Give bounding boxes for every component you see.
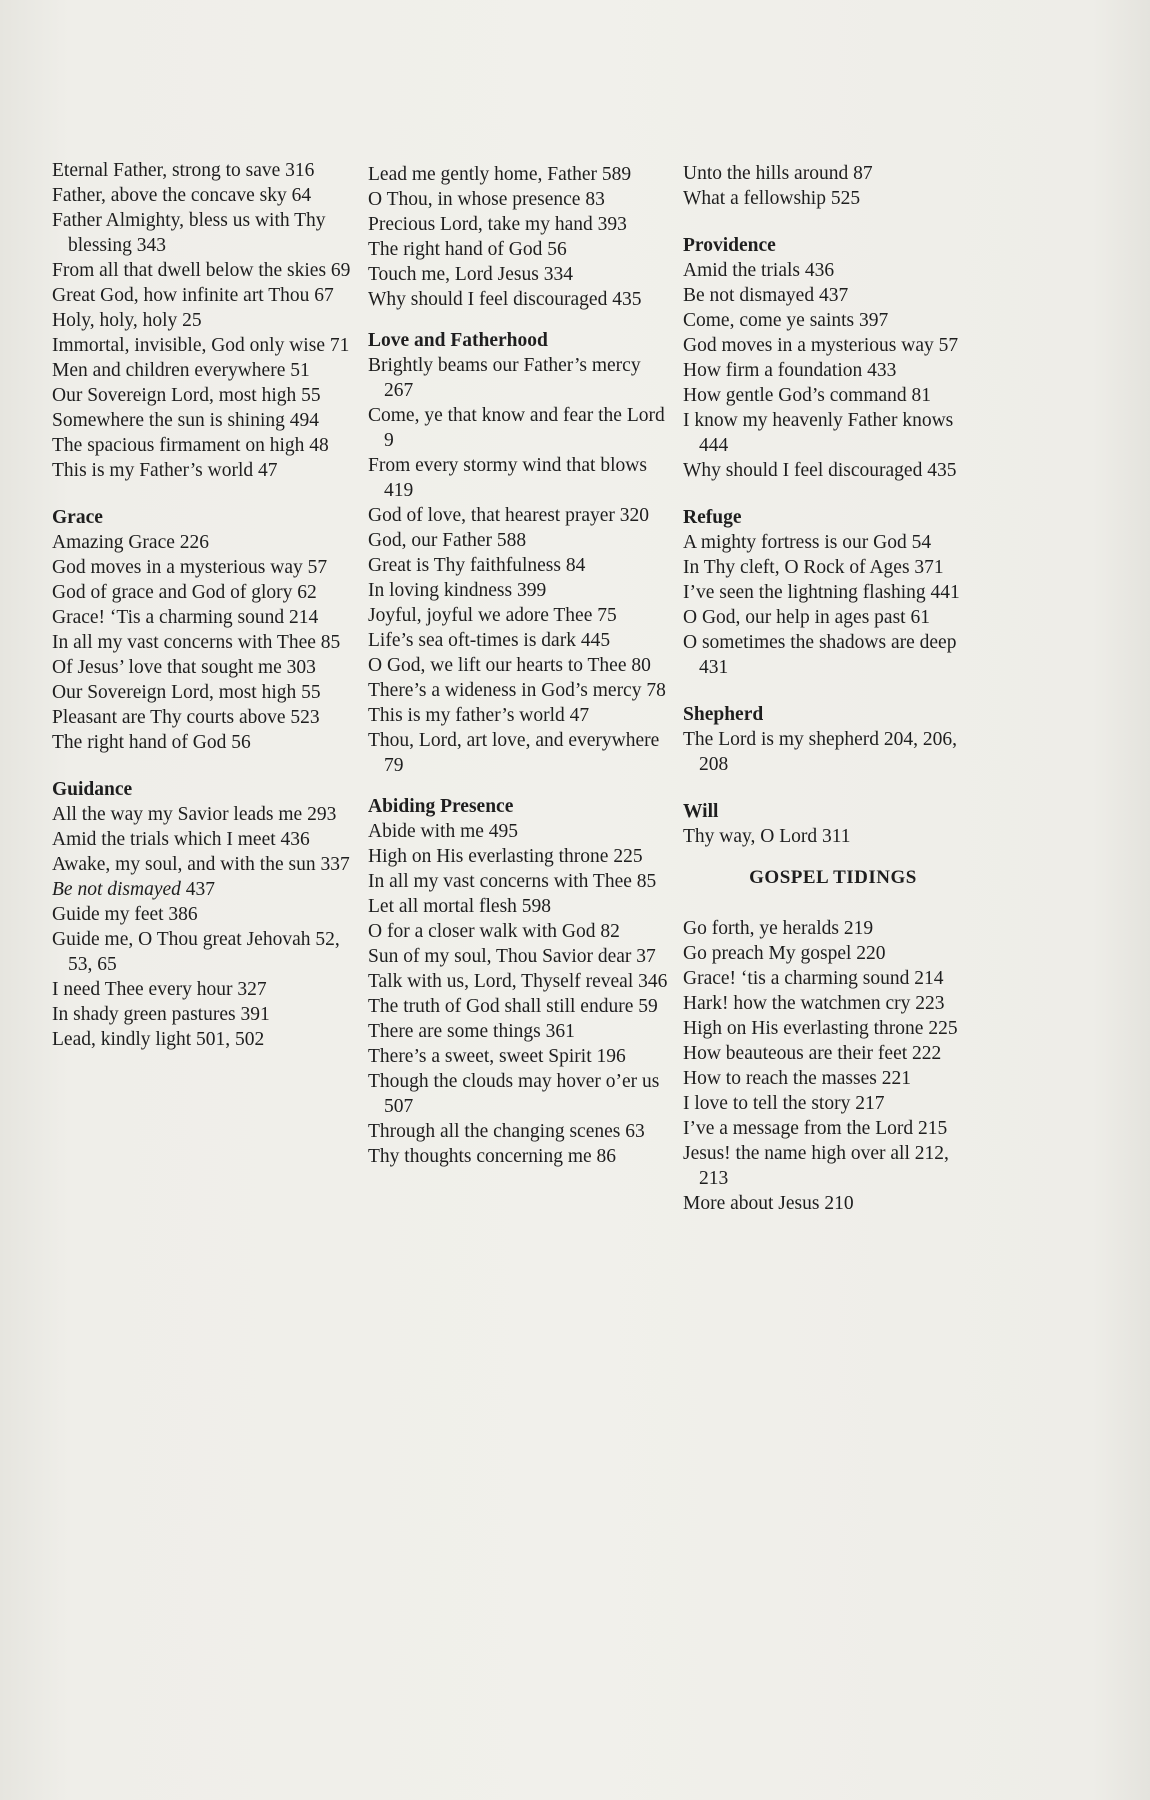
index-column-1: [52, 158, 352, 1052]
hymn-entry: Amid the trials which I meet 436: [52, 829, 310, 850]
section-title: GOSPEL TIDINGS: [749, 867, 917, 888]
hymn-entry: There are some things 361: [368, 1021, 575, 1042]
hymn-entry: O for a closer walk with God 82: [368, 921, 620, 942]
hymn-entry: God of grace and God of glory 62: [52, 582, 317, 603]
hymn-entry: This is my Father’s world 47: [52, 460, 278, 481]
hymn-entry: What a fellowship 525: [683, 188, 861, 209]
hymn-entry: Go preach My gospel 220: [683, 943, 886, 964]
hymn-entry: Grace! ‘Tis a charming sound 214: [52, 607, 319, 628]
hymn-entry: Somewhere the sun is shining 494: [52, 410, 320, 431]
hymn-entry: Father, above the concave sky 64: [52, 185, 312, 206]
category-heading: Grace: [52, 507, 103, 528]
hymn-entry: In shady green pastures 391: [52, 1004, 270, 1025]
hymn-entry: Unto the hills around 87: [683, 163, 873, 184]
hymn-entry: Touch me, Lord Jesus 334: [368, 264, 573, 285]
hymn-entry: I’ve seen the lightning flashing 441: [683, 582, 960, 603]
hymn-entry: In all my vast concerns with Thee 85: [52, 632, 341, 653]
hymn-entry: Of Jesus’ love that sought me 303: [52, 657, 316, 678]
hymn-entry: In all my vast concerns with Thee 85: [368, 871, 657, 892]
hymn-entry: Thy way, O Lord 311: [683, 826, 851, 847]
hymn-entry: There’s a wideness in God’s mercy 78: [368, 680, 666, 701]
hymn-entry: High on His everlasting throne 225: [683, 1018, 958, 1039]
hymn-entry: Lead, kindly light 501, 502: [52, 1029, 265, 1050]
hymn-entry: High on His everlasting throne 225: [368, 846, 643, 867]
hymn-entry: God of love, that hearest prayer 320: [368, 505, 650, 526]
hymn-entry: Holy, holy, holy 25: [52, 310, 202, 331]
category-heading: Will: [683, 801, 719, 822]
hymn-entry: The truth of God shall still endure 59: [368, 996, 658, 1017]
hymn-entry: Talk with us, Lord, Thyself reveal 346: [368, 971, 668, 992]
hymn-entry: Jesus! the name high over all 212, 213: [683, 1143, 949, 1189]
hymn-entry: Abide with me 495: [368, 821, 519, 842]
index-column-2: [368, 162, 668, 1169]
hymn-entry: Brightly beams our Father’s mercy 267: [368, 355, 641, 401]
category-heading: Refuge: [683, 507, 742, 528]
hymn-entry: Awake, my soul, and with the sun 337: [52, 854, 350, 875]
hymn-entry: In Thy cleft, O Rock of Ages 371: [683, 557, 944, 578]
hymn-entry: Hark! how the watchmen cry 223: [683, 993, 945, 1014]
hymn-entry: O God, our help in ages past 61: [683, 607, 930, 628]
hymn-entry: Pleasant are Thy courts above 523: [52, 707, 320, 728]
hymn-title: Be not dismayed: [52, 879, 181, 900]
hymn-entry: A mighty fortress is our God 54: [683, 532, 932, 553]
hymn-entry: Amazing Grace 226: [52, 532, 210, 553]
hymn-entry: O Thou, in whose presence 83: [368, 189, 605, 210]
hymn-entry: Men and children everywhere 51: [52, 360, 310, 381]
hymn-entry: Sun of my soul, Thou Savior dear 37: [368, 946, 656, 967]
hymn-entry: All the way my Savior leads me 293: [52, 804, 337, 825]
hymn-number: 437: [185, 879, 216, 900]
hymn-entry: Thy thoughts concerning me 86: [368, 1146, 617, 1167]
hymn-entry: O sometimes the shadows are deep 431: [683, 632, 957, 678]
hymn-entry: God, our Father 588: [368, 530, 527, 551]
hymn-entry: God moves in a mysterious way 57: [683, 335, 959, 356]
hymn-entry: Grace! ‘tis a charming sound 214: [683, 968, 944, 989]
hymn-entry: Guide my feet 386: [52, 904, 198, 925]
hymn-entry: Let all mortal flesh 598: [368, 896, 552, 917]
hymn-entry: I need Thee every hour 327: [52, 979, 267, 1000]
hymn-entry: Thou, Lord, art love, and everywhere 79: [368, 730, 660, 776]
hymn-entry: From all that dwell below the skies 69: [52, 260, 351, 281]
hymn-entry: More about Jesus 210: [683, 1193, 854, 1214]
index-column-3: [683, 161, 983, 1216]
hymn-entry: Through all the changing scenes 63: [368, 1121, 645, 1142]
hymn-entry: The right hand of God 56: [368, 239, 567, 260]
hymn-entry: Our Sovereign Lord, most high 55: [52, 385, 321, 406]
hymn-entry: How to reach the masses 221: [683, 1068, 911, 1089]
hymn-entry: Precious Lord, take my hand 393: [368, 214, 627, 235]
hymn-entry: Be not dismayed 437: [683, 285, 849, 306]
hymn-entry: Though the clouds may hover o’er us 507: [368, 1071, 660, 1117]
category-heading: Shepherd: [683, 704, 764, 725]
hymn-entry: Go forth, ye heralds 219: [683, 918, 874, 939]
hymn-entry: [52, 877, 352, 902]
hymn-entry: Our Sovereign Lord, most high 55: [52, 682, 321, 703]
hymn-entry: In loving kindness 399: [368, 580, 547, 601]
hymn-entry: There’s a sweet, sweet Spirit 196: [368, 1046, 626, 1067]
category-heading: Providence: [683, 235, 776, 256]
hymn-entry: Come, ye that know and fear the Lord 9: [368, 405, 665, 451]
category-heading: Love and Fatherhood: [368, 330, 548, 351]
hymn-entry: Joyful, joyful we adore Thee 75: [368, 605, 617, 626]
hymn-entry: Amid the trials 436: [683, 260, 835, 281]
hymn-entry: From every stormy wind that blows 419: [368, 455, 647, 501]
hymn-entry: Great is Thy faithfulness 84: [368, 555, 586, 576]
hymn-entry: This is my father’s world 47: [368, 705, 590, 726]
hymn-entry: Guide me, O Thou great Jehovah 52, 53, 65: [52, 929, 340, 975]
hymn-entry: Why should I feel discouraged 435: [368, 289, 642, 310]
hymn-entry: Immortal, invisible, God only wise 71: [52, 335, 350, 356]
category-heading: Abiding Presence: [368, 796, 514, 817]
hymn-entry: I love to tell the story 217: [683, 1093, 885, 1114]
category-heading: Guidance: [52, 779, 133, 800]
hymn-entry: Life’s sea oft-times is dark 445: [368, 630, 611, 651]
hymn-entry: How beauteous are their feet 222: [683, 1043, 942, 1064]
hymn-entry: The Lord is my shepherd 204, 206, 208: [683, 729, 958, 775]
hymn-entry: How gentle God’s command 81: [683, 385, 932, 406]
hymn-entry: Eternal Father, strong to save 316: [52, 160, 315, 181]
hymn-entry: How firm a foundation 433: [683, 360, 897, 381]
hymn-entry: Lead me gently home, Father 589: [368, 164, 632, 185]
hymn-entry: God moves in a mysterious way 57: [52, 557, 328, 578]
hymn-entry: I know my heavenly Father knows 444: [683, 410, 954, 456]
hymn-entry: I’ve a message from the Lord 215: [683, 1118, 948, 1139]
hymn-entry: Father Almighty, bless us with Thy blessing 343: [52, 210, 326, 256]
hymn-entry: The right hand of God 56: [52, 732, 251, 753]
hymn-entry: Why should I feel discouraged 435: [683, 460, 957, 481]
hymn-entry: O God, we lift our hearts to Thee 80: [368, 655, 651, 676]
hymn-entry: Great God, how infinite art Thou 67: [52, 285, 334, 306]
hymn-entry: The spacious firmament on high 48: [52, 435, 329, 456]
hymn-entry: Come, come ye saints 397: [683, 310, 889, 331]
